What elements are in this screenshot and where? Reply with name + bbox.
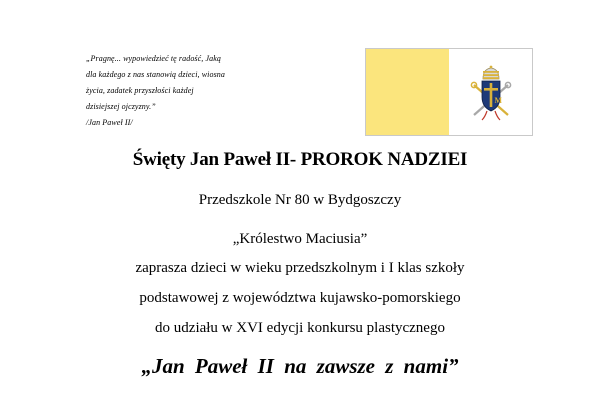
- quote-line: życia, zadatek przyszłości każdej: [86, 86, 194, 95]
- event-name: „Królestwo Maciusia”: [232, 231, 368, 247]
- page-title: Święty Jan Paweł II- PROROK NADZIEI: [132, 149, 468, 170]
- quote-line: dzisiejszej ojczyzny.”: [86, 102, 156, 111]
- svg-text:M: M: [494, 96, 503, 105]
- flag-white-half: [449, 49, 532, 135]
- invitation-line: podstawowej z województwa kujawsko-pomorskiego: [139, 290, 461, 306]
- quote-author: /Jan Paweł II/: [86, 118, 133, 127]
- school-name: Przedszkole Nr 80 w Bydgoszczy: [198, 192, 402, 208]
- flag-yellow-half: [366, 49, 449, 135]
- invitation-line: zaprasza dzieci w wieku przedszkolnym i I klas szkoły: [135, 260, 465, 276]
- quote-line: „Pragnę... wypowiedzieć tę radość, Jaką: [86, 54, 221, 63]
- vatican-flag: [365, 48, 533, 136]
- quote-line: dla każdego z nas stanowią dzieci, wiosna: [86, 70, 225, 79]
- contest-slogan: „Jan Paweł II na zawsze z nami”: [141, 354, 459, 378]
- quote-block: [86, 51, 336, 131]
- invitation-line: do udziału w XVI edycji konkursu plastycznego: [155, 320, 445, 336]
- papal-coat-of-arms-icon: [465, 65, 517, 123]
